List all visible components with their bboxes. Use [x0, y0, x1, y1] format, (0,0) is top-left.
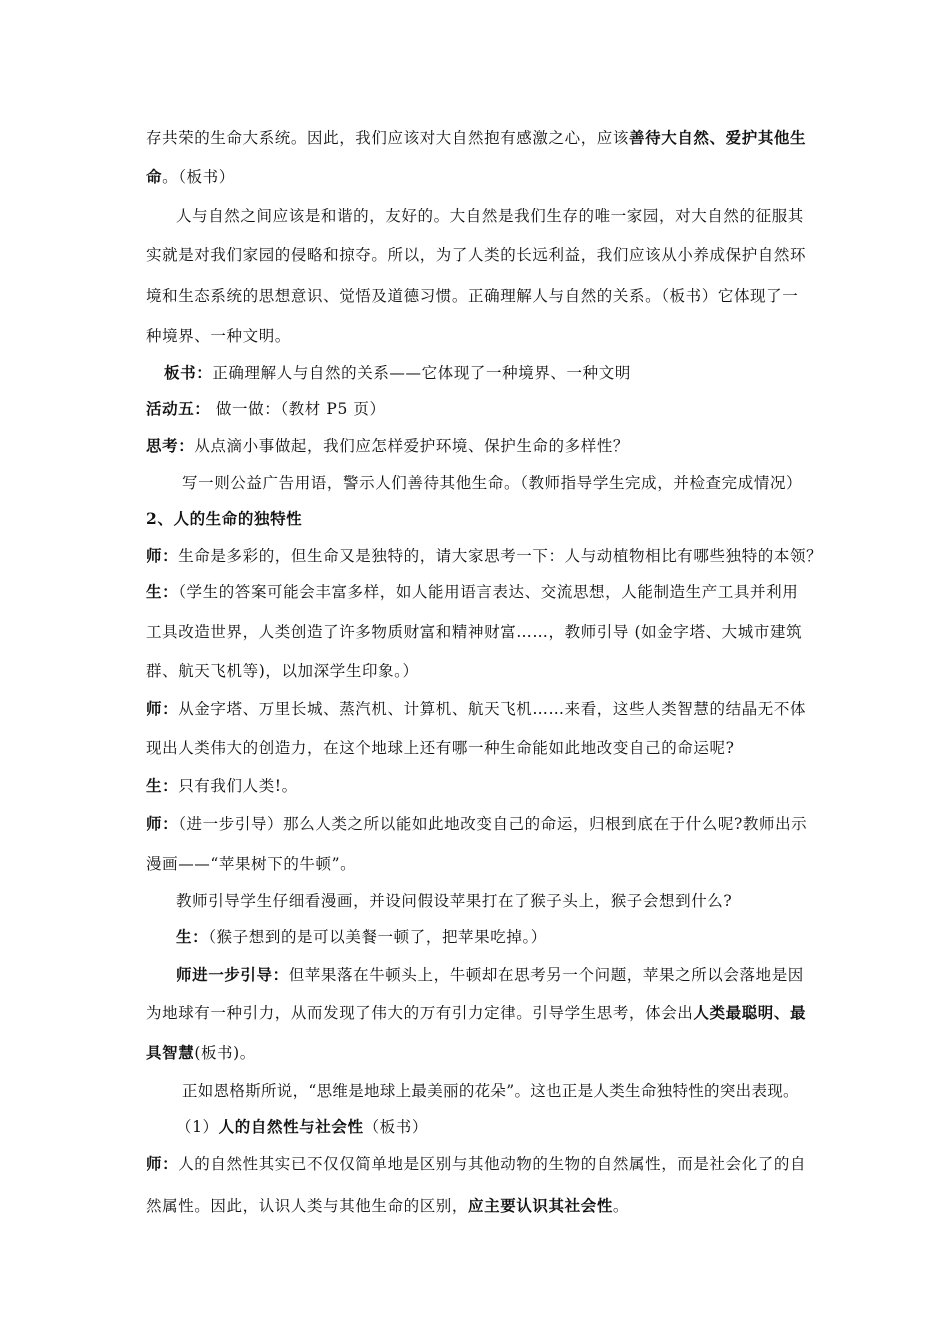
label: 生：	[146, 582, 179, 601]
body-text: （板书）	[363, 1118, 428, 1136]
paragraph-line: 正如恩格斯所说，“思维是地球上最美丽的花朵”。这也正是人类生命独特性的突出表现。	[182, 1082, 799, 1100]
body-text: 。（板书）	[162, 168, 235, 186]
paragraph-line	[146, 1043, 256, 1063]
paragraph-line	[146, 167, 235, 187]
paragraph-line: 写一则公益广告用语，警示人们善待其他生命。（教师指导学生完成，并检查完成情况）	[182, 474, 803, 492]
board-note	[164, 363, 631, 383]
paragraph-line	[146, 1196, 629, 1216]
body-text: 存共荣的生命大系统。因此，我们应该对大自然抱有感激之心，应该	[146, 129, 630, 147]
think-question	[146, 436, 629, 456]
paragraph-line	[146, 1003, 806, 1023]
bold-text: 人的自然性与社会性	[218, 1117, 364, 1136]
label: 师：	[146, 546, 179, 565]
body-text: （猴子想到的是可以美餐一顿了，把苹果吃掉。）	[208, 928, 547, 946]
body-text: 从点滴小事做起，我们应怎样爱护环境、保护生命的多样性？	[194, 437, 630, 455]
teacher-line	[146, 546, 822, 566]
body-text: （学生的答案可能会丰富多样，如人能用语言表达、交流思想，人能制造生产工具并利用	[178, 583, 799, 601]
body-text: 从金字塔、万里长城、蒸汽机、计算机、航天飞机……来看，这些人类智慧的结晶无不体	[178, 700, 807, 718]
paragraph-line: 漫画——“苹果树下的牛顿”。	[146, 855, 357, 873]
activity-heading	[146, 399, 386, 419]
body-text: (板书)。	[194, 1044, 256, 1062]
body-text: 人的自然性其实已不仅仅简单地是区别与其他动物的生物的自然属性，而是社会化了的自	[178, 1155, 807, 1173]
student-line	[146, 582, 798, 602]
paragraph-line: 实就是对我们家园的侵略和掠夺。所以，为了人类的长远利益，我们应该从小养成保护自然环	[146, 246, 807, 264]
paragraph-line: 境和生态系统的思想意识、觉悟及道德习惯。正确理解人与自然的关系。（板书）它体现了一	[146, 287, 799, 305]
bold-text: 命	[146, 167, 163, 186]
paragraph-line: 人与自然之间应该是和谐的，友好的。大自然是我们生存的唯一家园，对大自然的征服其	[176, 207, 804, 225]
label: 板书：	[164, 363, 213, 382]
label: 师：	[146, 814, 179, 833]
label: 活动五：	[146, 399, 211, 418]
body-text: 正确理解人与自然的关系——它体现了一种境界、一种文明	[212, 364, 631, 382]
body-text: 只有我们人类!。	[178, 777, 298, 795]
bold-text: 善待大自然、爱护其他生	[629, 128, 807, 147]
bold-text: 应主要认识其社会性	[468, 1196, 613, 1215]
body-text: 生命是多彩的，但生命又是独特的，请大家思考一下：人与动植物相比有哪些独特的本领？	[178, 547, 823, 565]
paragraph-line: 现出人类伟大的创造力，在这个地球上还有哪一种生命能如此地改变自己的命运呢?	[146, 739, 735, 757]
paragraph-line: 种境界、一种文明。	[146, 327, 291, 345]
student-line	[176, 927, 547, 947]
label: （1）	[176, 1118, 219, 1136]
subheading	[176, 1117, 428, 1137]
section-heading	[146, 509, 302, 529]
paragraph-line	[146, 128, 806, 148]
label: 生：	[146, 776, 179, 795]
label: 师：	[146, 699, 179, 718]
bold-text: 人类最聪明、最	[693, 1003, 807, 1022]
teacher-line	[176, 965, 804, 985]
label: 思考：	[146, 436, 195, 455]
body-text: 为地球有一种引力，从而发现了伟大的万有引力定律。引导学生思考，体会出	[146, 1004, 694, 1022]
label: 生：	[176, 927, 209, 946]
heading-text: 2、人的生命的独特性	[146, 509, 303, 528]
teacher-line	[146, 699, 806, 719]
body-text: 但苹果落在牛顿头上，牛顿却在思考另一个问题，苹果之所以会落地是因	[288, 966, 804, 984]
label: 师：	[146, 1154, 179, 1173]
teacher-line	[146, 1154, 806, 1174]
body-text: 做一做：（教材 P5 页）	[210, 400, 386, 418]
bold-text: 具智慧	[146, 1043, 195, 1062]
body-text: （进一步引导）那么人类之所以能如此地改变自己的命运，归根到底在于什么呢?教师出示	[178, 815, 808, 833]
body-text: 。	[612, 1197, 630, 1215]
paragraph-line: 教师引导学生仔细看漫画，并设问假设苹果打在了猴子头上，猴子会想到什么?	[176, 892, 733, 910]
label: 师进一步引导：	[176, 965, 289, 984]
teacher-line	[146, 814, 807, 834]
student-line	[146, 776, 298, 796]
paragraph-line: 工具改造世界，人类创造了许多物质财富和精神财富……，教师引导 (如金字塔、大城市建筑	[146, 623, 803, 641]
paragraph-line: 群、航天飞机等)，以加深学生印象。）	[146, 662, 419, 680]
body-text: 然属性。因此，认识人类与其他生命的区别，	[146, 1197, 469, 1215]
